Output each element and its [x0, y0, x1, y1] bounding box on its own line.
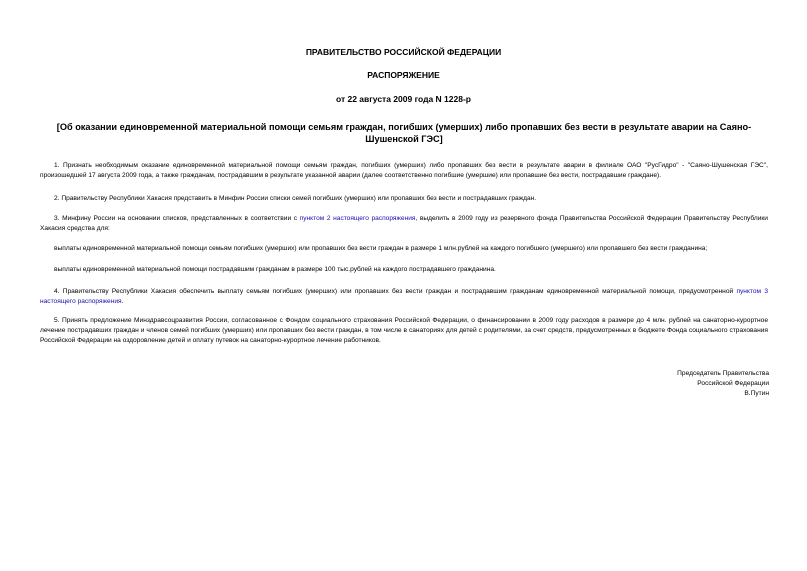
- paragraph-4-text-end: .: [121, 298, 124, 305]
- government-heading: ПРАВИТЕЛЬСТВО РОССИЙСКОЙ ФЕДЕРАЦИИ: [305, 47, 502, 57]
- signature-position: Председатель Правительства: [677, 370, 769, 377]
- document-title: [Об оказании единовременной материальной помощи семьям граждан, погибших (умерших) либо пропавших без вести в результате аварии на Саяно-Шушенской ГЭС]: [56, 122, 752, 144]
- paragraph-4-text-start: 4. Правительству Республики Хакасия обеспечить выплату семьям погибших (умерших) или пропавших без вести граждан и пострадавшим гражданам единовременной материальной помощи, предусмотренной: [54, 288, 737, 295]
- link-paragraph-2[interactable]: пунктом 2 настоящего распоряжения: [299, 215, 416, 222]
- paragraph-4: [40, 287, 768, 307]
- paragraph-3: [40, 214, 768, 234]
- document-type-heading: РАСПОРЯЖЕНИЕ: [367, 70, 440, 80]
- paragraph-5: [40, 316, 768, 346]
- paragraph-3-text-end: , выделить в 2009 году из резервного фонда Правительства Российской Федерации Правительству Республики Хакасия средства для:: [40, 215, 768, 232]
- signature-organization: Российской Федерации: [697, 380, 769, 387]
- paragraph-1: [40, 161, 768, 181]
- signature-block: [677, 369, 769, 399]
- date-number-heading: от 22 августа 2009 года N 1228-р: [335, 94, 471, 104]
- paragraph-3a-text: выплаты единовременной материальной помощи семьям погибших (умерших) или пропавших без вести граждан в размере 1 млн.рублей на каждого погибшего (умершего) или пропавшего без вести гражданина;: [54, 245, 708, 252]
- link-paragraph-3[interactable]: пунктом 3 настоящего распоряжения: [40, 288, 768, 305]
- paragraph-5-text: 5. Принять предложение Минздравсоцразвития России, согласованное с Фондом социального страхования Российской Федерации, о финансировании в 2009 году расходов в размере до 4 млн. рублей на санаторно-курортное лечение пострадавших граждан и членов семей погибших (умерших) или пропавших без вести граждан, в том числе в санаториях для детей с родителями, за счет средств, предусмотренных в бюджете Фонда социального страхования Российской Федерации на оздоровление детей и оплату путевок на санаторно-курортное лечение работников.: [40, 317, 768, 344]
- paragraph-3b: [40, 265, 768, 275]
- signature-name: В.Путин: [744, 390, 769, 397]
- paragraph-1-text: 1. Признать необходимым оказание единовременной материальной помощи семьям граждан, погибших (умерших) либо пропавших без вести в результате аварии в филиале ОАО "РусГидро" - "Саяно-Шушенская ГЭС", произошедшей 17 августа 2009 года, а также гражданам, пострадавшим в результате указанной аварии (далее соответственно погибшие (умершие) или пропавшие без вести, пострадавшие граждане).: [40, 162, 768, 179]
- paragraph-3b-text: выплаты единовременной материальной помощи пострадавшим гражданам в размере 100 тыс.рублей на каждого пострадавшего гражданина.: [54, 266, 496, 273]
- paragraph-2-text: 2. Правительству Республики Хакасия представить в Минфин России списки семей погибших (умерших) или пропавших без вести и пострадавших граждан.: [54, 195, 537, 202]
- paragraph-2: [40, 194, 768, 204]
- paragraph-3a: [40, 244, 768, 254]
- paragraph-3-text-start: 3. Минфину России на основании списков, представленных в соответствии с: [54, 215, 300, 222]
